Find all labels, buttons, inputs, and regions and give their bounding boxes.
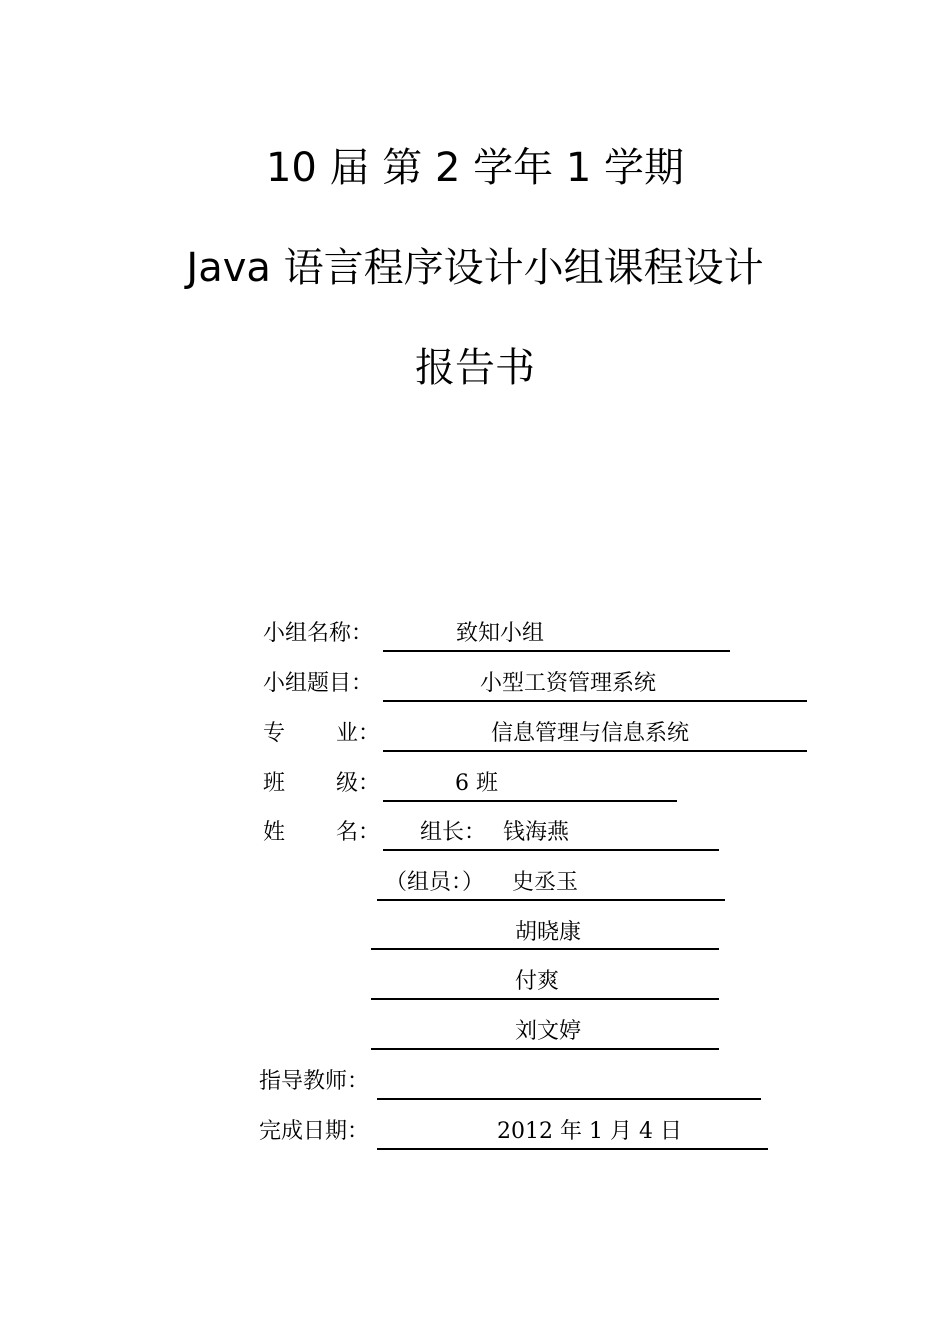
member-value-1: 史丞玉 xyxy=(512,870,579,895)
topic-value: 小型工资管理系统 xyxy=(480,671,657,696)
name-label-second: 名： xyxy=(336,820,381,845)
group-name-value: 致知小组 xyxy=(456,621,545,646)
leader-label: 组长： xyxy=(420,820,487,845)
member-label: （组员：） xyxy=(385,870,485,895)
member-value-4: 刘文婷 xyxy=(515,1019,582,1044)
group-name-underline xyxy=(383,650,730,652)
date-underline xyxy=(377,1148,768,1150)
title-semester: 10 届 第 2 学年 1 学期 xyxy=(265,145,685,191)
member-underline-1 xyxy=(377,899,725,901)
topic-underline xyxy=(383,700,807,702)
title-course: Java 语言程序设计小组课程设计 xyxy=(186,245,764,291)
class-label-second: 级： xyxy=(336,771,381,796)
class-label-first: 班 xyxy=(263,771,286,796)
member-underline-2 xyxy=(371,948,719,950)
date-label: 完成日期： xyxy=(259,1119,370,1144)
class-underline xyxy=(383,800,677,802)
member-value-3: 付爽 xyxy=(515,969,560,994)
leader-value: 钱海燕 xyxy=(503,820,570,845)
date-value: 2012 年 1 月 4 日 xyxy=(497,1119,682,1144)
title-report: 报告书 xyxy=(415,345,535,391)
member-underline-3 xyxy=(371,998,719,1000)
member-value-2: 胡晓康 xyxy=(515,920,582,945)
name-label-first: 姓 xyxy=(263,820,286,845)
class-value: 6 班 xyxy=(455,771,498,796)
major-label-first: 专 xyxy=(263,721,286,746)
major-underline xyxy=(383,750,807,752)
group-name-label: 小组名称： xyxy=(263,621,374,646)
topic-label: 小组题目： xyxy=(263,671,374,696)
advisor-label: 指导教师： xyxy=(259,1069,370,1094)
advisor-underline xyxy=(377,1098,761,1100)
member-underline-4 xyxy=(371,1048,719,1050)
major-label-second: 业： xyxy=(336,721,381,746)
leader-underline xyxy=(383,849,719,851)
major-value: 信息管理与信息系统 xyxy=(491,721,690,746)
